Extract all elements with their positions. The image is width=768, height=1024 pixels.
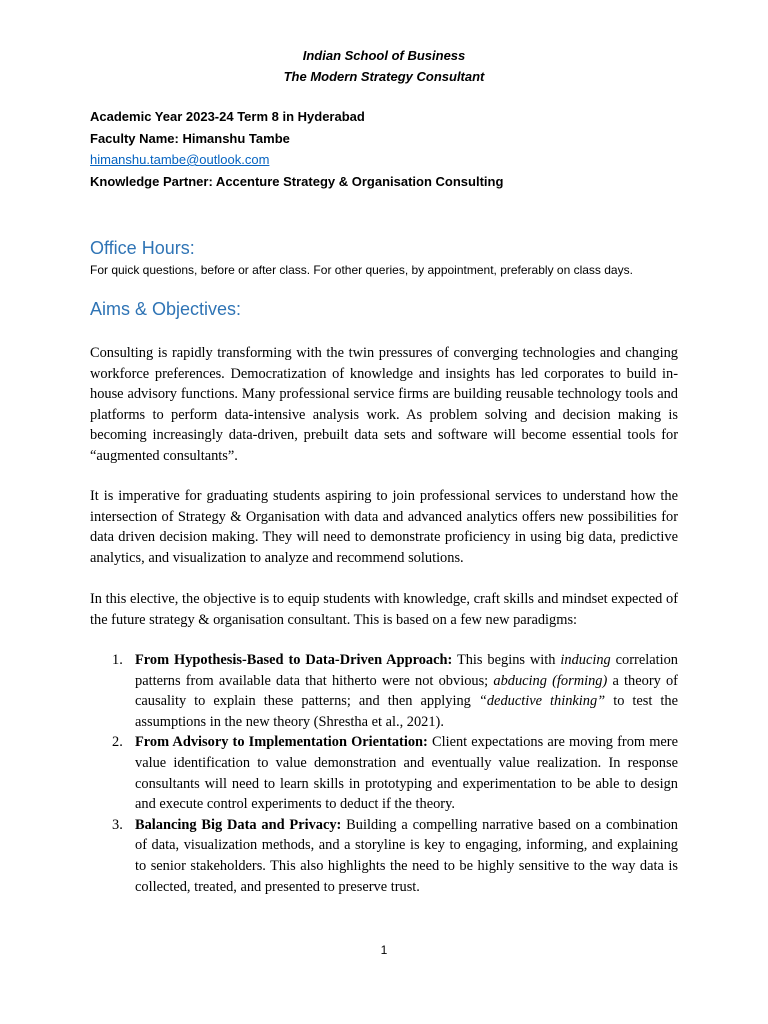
paradigm-title: From Advisory to Implementation Orientation:: [135, 734, 428, 751]
list-number: 2.: [112, 734, 123, 751]
paradigm-text: correlation patterns from available data that hitherto were not obvious;: [135, 652, 678, 689]
paradigm-text: Client expectations are moving from mere value identification to value demonstration and eventually value realization. In response consultants will need to learn skills in prototyping and experimentation to be able to design and execute control experiments to deduct if the theory.: [135, 734, 678, 813]
course-title: The Modern Strategy Consultant: [283, 69, 485, 84]
office-hours-heading: Office Hours:: [90, 238, 195, 258]
page-number: 1: [380, 943, 388, 957]
paradigm-emphasis: inducing: [560, 652, 611, 668]
school-title: Indian School of Business: [302, 48, 466, 63]
list-number: 1.: [112, 652, 123, 668]
faculty-email-link[interactable]: himanshu.tambe@outlook.com: [90, 152, 270, 167]
paradigm-text: Building a compelling narrative based on a combination of data, visualization methods, and a storyline is key to engaging, informing, and explaining to senior stakeholders. This also highlights the need to be highly sensitive to the way data is collected, treated, and presented to preserve trust.: [135, 816, 679, 895]
aims-paragraph-3: In this elective, the objective is to equip students with knowledge, craft skills and mindset expected of the future strategy & organisation consultant. This is based on a few new paradigms:: [90, 591, 678, 628]
aims-paragraph-2: It is imperative for graduating students aspiring to join professional services to understand how the intersection of Strategy & Organisation with data and advanced analytics offers new possibilities for data driven decision making. They will need to demonstrate proficiency in using big data, predictive analytics, and visualization to analyze and recommend solutions.: [90, 488, 678, 566]
paradigm-text: This begins with: [452, 652, 561, 668]
list-item: [90, 732, 678, 814]
paradigm-emphasis: abducing (forming): [493, 672, 608, 689]
faculty-name: Faculty Name: Himanshu Tambe: [90, 131, 290, 146]
paradigm-title: From Hypothesis-Based to Data-Driven Approach:: [135, 652, 453, 668]
aims-heading: Aims & Objectives:: [90, 299, 242, 319]
list-item: [90, 650, 678, 732]
list-number: 3.: [112, 816, 123, 833]
academic-year: Academic Year 2023-24 Term 8 in Hyderabad: [90, 109, 365, 124]
aims-paragraph-1: Consulting is rapidly transforming with the twin pressures of converging technologies and changing workforce preferences. Democratization of knowledge and insights has led corporates to build in-house advisory functions. Many professional service firms are building reusable technology tools and platforms to perform data-intensive analysis work. As problem solving and decision making is becoming increasingly data-driven, prebuilt data sets and software will become essential tools for “augmented consultants”.: [90, 345, 678, 464]
paradigms-list: [90, 650, 678, 897]
paradigm-text: a theory of causality to explain these patterns; and then applying: [135, 672, 678, 710]
paradigm-emphasis: “deductive thinking”: [478, 693, 606, 710]
list-item: [90, 815, 678, 897]
paradigm-text: to test the assumptions in the new theory (Shrestha et al., 2021).: [135, 693, 678, 730]
office-hours-text: For quick questions, before or after class. For other queries, by appointment, preferably on class days.: [90, 263, 633, 277]
paradigm-title: Balancing Big Data and Privacy:: [135, 816, 342, 833]
knowledge-partner: Knowledge Partner: Accenture Strategy & Organisation Consulting: [90, 174, 504, 189]
